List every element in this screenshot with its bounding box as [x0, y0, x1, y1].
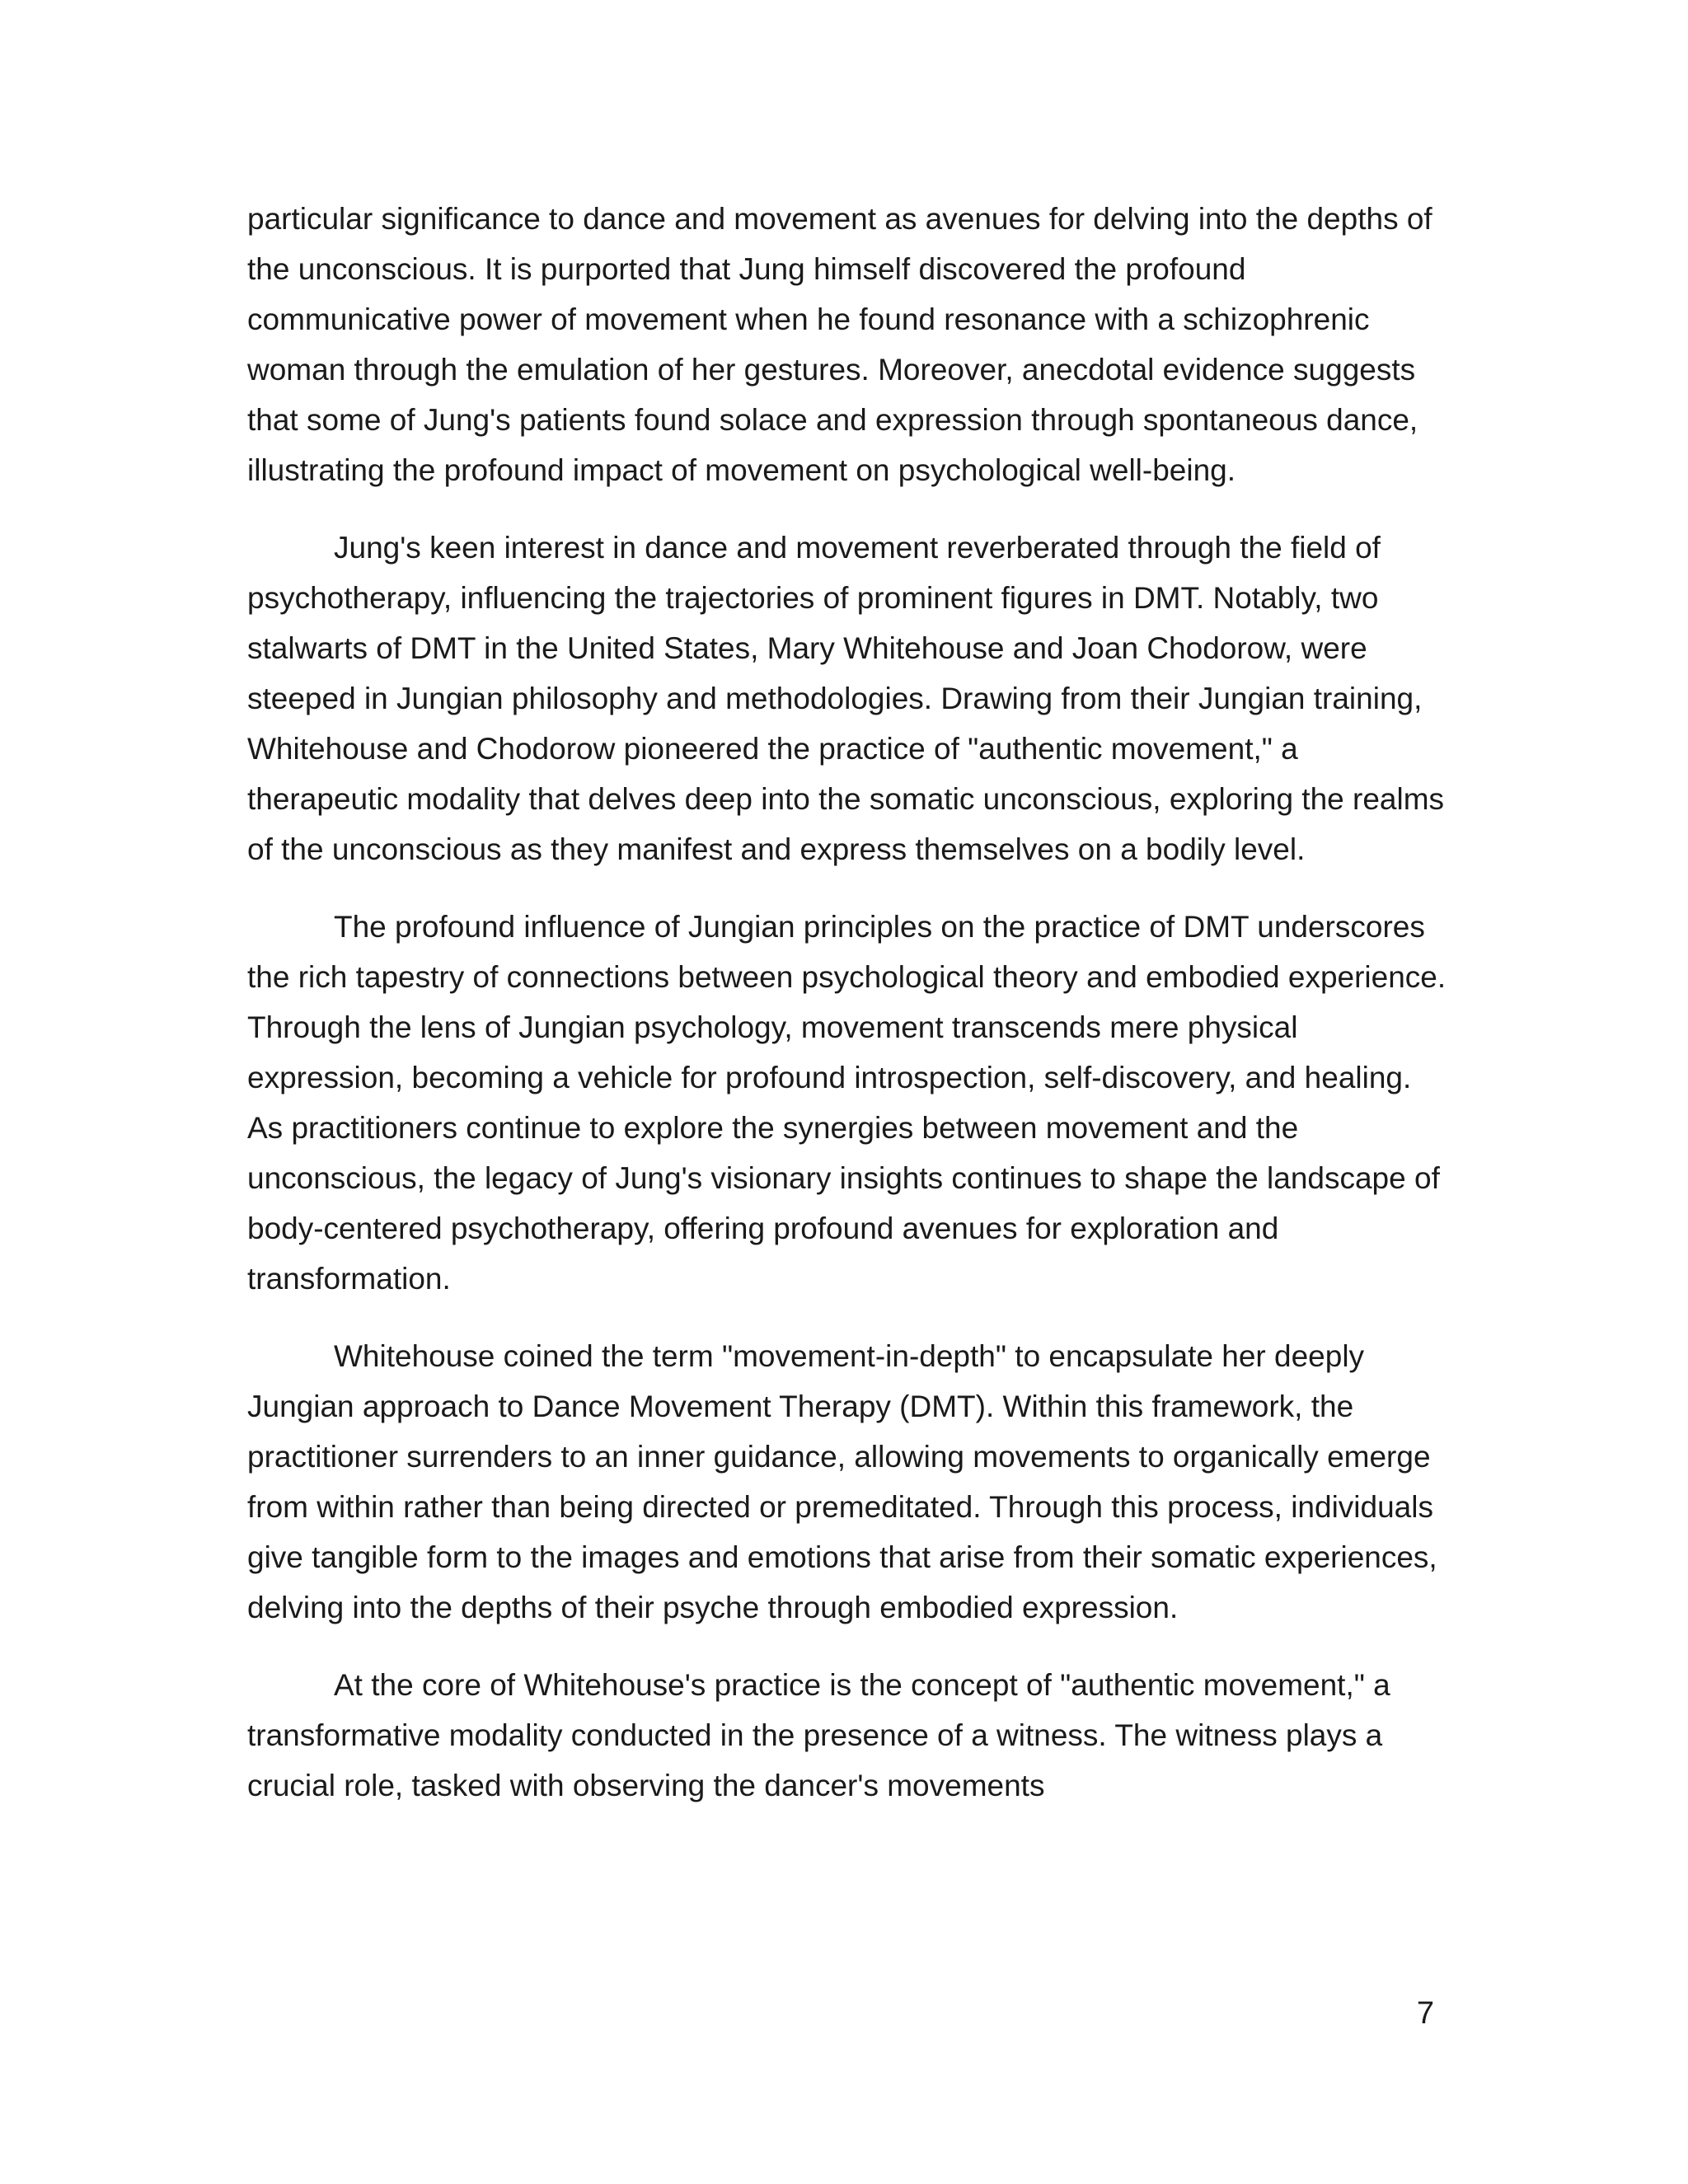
paragraph-jungian-principles: The profound influence of Jungian principles on the practice of DMT underscores the rich tapestry of connections between psychological theory and embodied experience. Through the lens of Jungian psychology, movement transcends mere physical expression, becoming a vehicle for profound introspection, self-discovery, and healing. As practitioners continue to explore the synergies between movement and the unconscious, the legacy of Jung's visionary insights continues to shape the landscape of body-centered psychotherapy, offering profound avenues for exploration and transformation.	[247, 910, 1447, 1296]
page-number: 7	[1416, 1996, 1434, 2031]
paragraph-jung-influence: Jung's keen interest in dance and movement reverberated through the field of psychotherapy, influencing the trajectories of prominent figures in DMT. Notably, two stalwarts of DMT in the United States, Mary Whitehouse and Joan Chodorow, were steeped in Jungian philosophy and methodologies. Drawing from their Jungian training, Whitehouse and Chodorow pioneered the practice of "authentic movement," a therapeutic modality that delves deep into the somatic unconscious, exploring the realms of the unconscious as they manifest and express themselves on a bodily level.	[247, 531, 1445, 866]
paragraph-continuation: particular significance to dance and movement as avenues for delving into the depths of the unconscious. It is purported that Jung himself discovered the profound communicative power of movement when he found resonance with a schizophrenic woman through the emulation of her gestures. Moreover, anecdotal evidence suggests that some of Jung's patients found solace and expression through spontaneous dance, illustrating the profound impact of movement on psychological well-being.	[247, 202, 1432, 487]
body-text	[247, 194, 1447, 1838]
paragraph-authentic-movement: At the core of Whitehouse's practice is the concept of "authentic movement," a transformative modality conducted in the presence of a witness. The witness plays a crucial role, tasked with observing the dancer's movements	[247, 1668, 1390, 1802]
paragraph-movement-in-depth: Whitehouse coined the term "movement-in-depth" to encapsulate her deeply Jungian approach to Dance Movement Therapy (DMT). Within this framework, the practitioner surrenders to an inner guidance, allowing movements to organically emerge from within rather than being directed or premeditated. Through this process, individuals give tangible form to the images and emotions that arise from their somatic experiences, delving into the depths of their psyche through embodied expression.	[247, 1339, 1437, 1624]
